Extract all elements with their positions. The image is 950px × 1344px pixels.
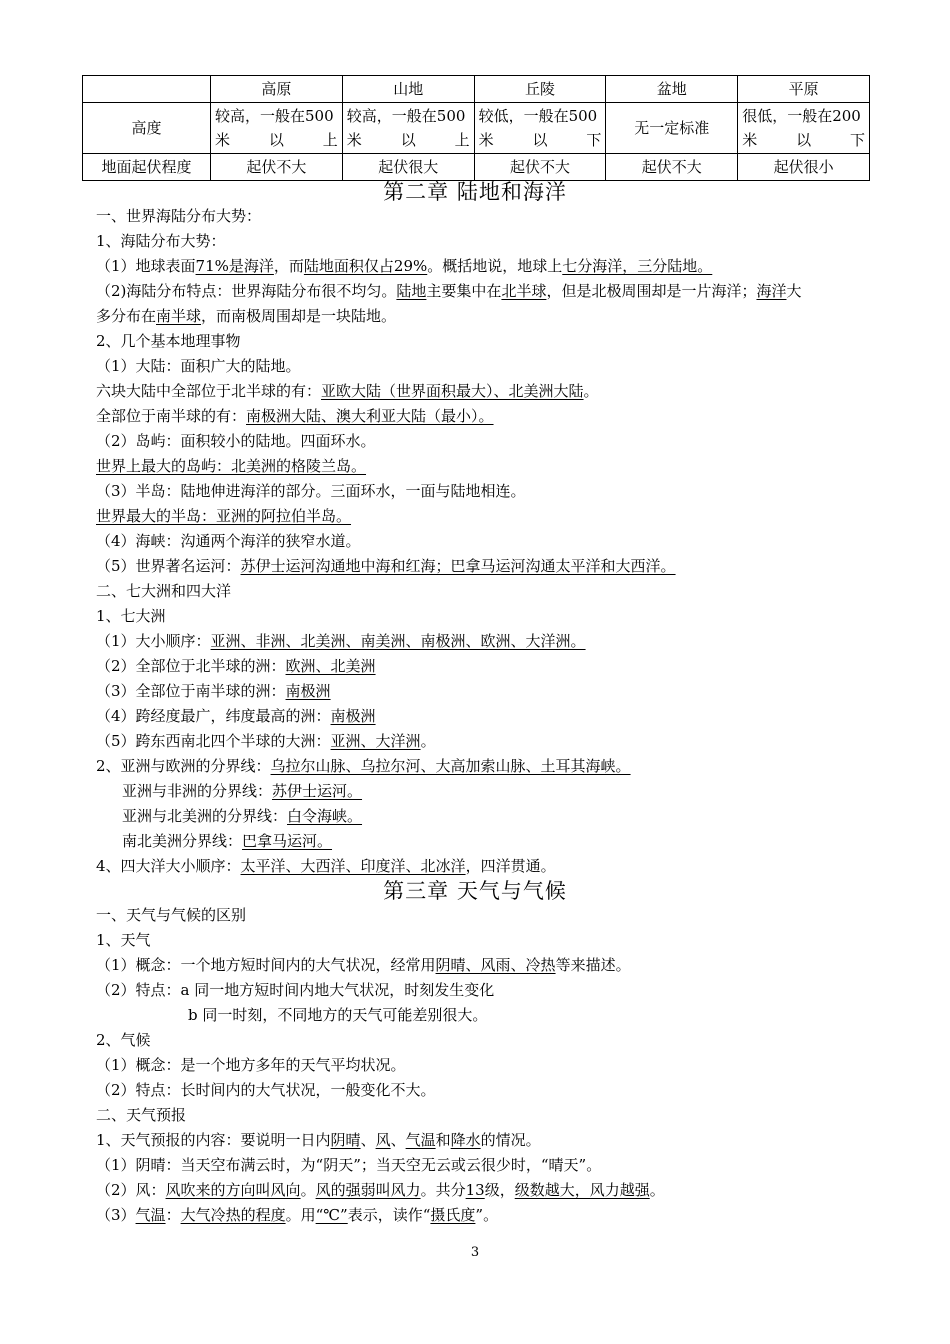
text-segment: 1、天气预报的内容：要说明一日内	[96, 1131, 331, 1149]
text-line	[96, 654, 876, 679]
table-header: 盆地	[606, 76, 738, 103]
text-segment: （2)海陆分布特点：世界海陆分布很不均匀。	[96, 282, 397, 300]
text-line	[96, 1103, 876, 1128]
landform-table	[82, 75, 870, 181]
text-line	[96, 1053, 876, 1078]
underlined-text: 海洋	[756, 282, 787, 300]
table-cell: 起伏很小	[738, 154, 870, 181]
text-segment: 。概括地说，地球上	[427, 257, 563, 275]
text-segment: 级，	[484, 1181, 515, 1199]
text-segment: 大	[786, 282, 802, 300]
text-segment: 多分布在	[96, 307, 157, 325]
underlined-text: “℃”	[315, 1206, 348, 1224]
underlined-text: 白令海峡。	[287, 807, 363, 825]
chapter2-title: 第二章 陆地和海洋	[383, 180, 567, 204]
text-segment: 。	[420, 732, 436, 750]
text-line	[96, 304, 876, 329]
underlined-text: 风的强弱叫风力	[315, 1181, 421, 1199]
underlined-text: 南极洲	[285, 682, 331, 700]
text-segment: 2、几个基本地理事物	[96, 332, 241, 350]
table-header: 高原	[211, 76, 343, 103]
text-segment: 。共分	[420, 1181, 466, 1199]
underlined-text: 阴晴	[330, 1131, 361, 1149]
underlined-text: 风吹来的方向叫风向	[165, 1181, 301, 1199]
text-segment: 二、天气预报	[96, 1106, 187, 1124]
text-segment: （4）跨经度最广，纬度最高的洲：	[96, 707, 331, 725]
underlined-text: 南极洲	[330, 707, 376, 725]
text-segment: （1）地球表面	[96, 257, 196, 275]
underlined-text: 陆地	[396, 282, 427, 300]
text-segment: 1、七大洲	[96, 607, 166, 625]
table-cell: 较高，一般在500米以上	[342, 103, 474, 154]
row-label-height: 高度	[83, 103, 211, 154]
underlined-text: 巴拿马运河。	[242, 832, 333, 850]
text-line	[96, 254, 876, 279]
row-label-relief: 地面起伏程度	[83, 154, 211, 181]
text-line	[96, 279, 876, 304]
text-line	[96, 754, 876, 779]
text-line	[96, 1178, 876, 1203]
table-cell: 无一定标准	[606, 103, 738, 154]
text-line	[96, 604, 876, 629]
text-line	[96, 1203, 876, 1228]
table-header: 平原	[738, 76, 870, 103]
text-segment: 的情况。	[480, 1131, 541, 1149]
text-line	[96, 629, 876, 654]
text-segment: （1）概念：是一个地方多年的天气平均状况。	[96, 1056, 406, 1074]
text-segment: 、	[360, 1131, 376, 1149]
text-line	[96, 204, 876, 229]
text-line	[96, 704, 876, 729]
underlined-text: 71%是海洋	[195, 257, 274, 275]
underlined-text: 风	[375, 1131, 391, 1149]
text-line	[96, 229, 876, 254]
table-cell: 起伏不大	[474, 154, 606, 181]
text-segment: 南北美洲分界线：	[122, 832, 243, 850]
underlined-text: 亚欧大陆（世界面积最大）、北美洲大陆	[321, 382, 584, 400]
text-segment: 2、气候	[96, 1031, 151, 1049]
chapter3-title: 第三章 天气与气候	[383, 879, 567, 903]
table-cell: 较高，一般在500米以上	[211, 103, 343, 154]
text-segment: ”。	[475, 1206, 499, 1224]
text-segment: 表示，读作“	[347, 1206, 431, 1224]
underlined-text: 气温	[405, 1131, 436, 1149]
underlined-text: 南半球	[156, 307, 202, 325]
underlined-text: 大气冷热的程度	[180, 1206, 286, 1224]
underlined-text: 降水	[450, 1131, 481, 1149]
text-line	[96, 504, 876, 529]
text-line	[96, 978, 876, 1003]
table-header-row	[83, 76, 870, 103]
text-segment: 全部位于南半球的有：	[96, 407, 247, 425]
text-line	[96, 529, 876, 554]
text-line	[96, 454, 876, 479]
table-header: 山地	[342, 76, 474, 103]
underlined-text: 太平洋、大西洋、印度洋、北冰洋	[240, 857, 466, 875]
text-segment: 。	[649, 1181, 665, 1199]
text-line	[96, 404, 876, 429]
text-segment: 和	[435, 1131, 451, 1149]
text-segment: ，四洋贯通。	[465, 857, 556, 875]
text-line	[96, 479, 876, 504]
text-segment: 4、四大洋大小顺序：	[96, 857, 241, 875]
text-line	[96, 779, 876, 804]
text-line	[96, 1153, 876, 1178]
table-cell: 起伏不大	[211, 154, 343, 181]
text-segment: 二、七大洲和四大洋	[96, 582, 232, 600]
text-segment: 1、天气	[96, 931, 151, 949]
text-segment: （2）风：	[96, 1181, 166, 1199]
text-segment: 。	[300, 1181, 316, 1199]
underlined-text: 亚洲、非洲、北美洲、南美洲、南极洲、欧洲、大洋洲。	[210, 632, 586, 650]
underlined-text: 气温	[135, 1206, 166, 1224]
text-segment: ：	[165, 1206, 181, 1224]
underlined-text: 13	[465, 1181, 485, 1199]
text-segment: ，但是北极周围却是一片海洋；	[546, 282, 757, 300]
text-segment: （2）全部位于北半球的洲：	[96, 657, 286, 675]
text-line	[96, 579, 876, 604]
underlined-text: 亚洲、大洋洲	[330, 732, 421, 750]
text-segment: （1）阴晴：当天空布满云时，为“阴天”；当天空无云或云很少时，“晴天”。	[96, 1156, 602, 1174]
text-line	[96, 804, 876, 829]
text-segment: 。	[583, 382, 599, 400]
text-line	[96, 354, 876, 379]
text-line	[96, 903, 876, 928]
text-segment: （2）岛屿：面积较小的陆地。四面环水。	[96, 432, 376, 450]
underlined-text: 陆地面积仅占29%	[303, 257, 428, 275]
text-line	[96, 829, 876, 854]
text-line	[96, 953, 876, 978]
underlined-text: 摄氏度	[430, 1206, 476, 1224]
text-segment: （3）半岛：陆地伸进海洋的部分。三面环水，一面与陆地相连。	[96, 482, 526, 500]
text-segment: （1）大陆：面积广大的陆地。	[96, 357, 301, 375]
table-cell	[83, 76, 211, 103]
text-segment: （5）跨东西南北四个半球的大洲：	[96, 732, 331, 750]
text-segment: 。用	[285, 1206, 316, 1224]
text-segment: 2、亚洲与欧洲的分界线：	[96, 757, 271, 775]
text-segment: （3）全部位于南半球的洲：	[96, 682, 286, 700]
text-segment: （5）世界著名运河：	[96, 557, 241, 575]
text-segment: （3）	[96, 1206, 136, 1224]
text-segment: b 同一时刻，不同地方的天气可能差别很大。	[188, 1006, 488, 1024]
underlined-text: 世界上最大的岛屿：北美洲的格陵兰岛。	[96, 457, 367, 475]
text-line	[96, 379, 876, 404]
chapter2-body	[96, 204, 876, 879]
text-segment: （2）特点：a 同一地方短时间内地大气状况，时刻发生变化	[96, 981, 495, 999]
underlined-text: 北半球	[501, 282, 547, 300]
text-segment: 亚洲与北美洲的分界线：	[122, 807, 288, 825]
underlined-text: 欧洲、北美洲	[285, 657, 376, 675]
table-header: 丘陵	[474, 76, 606, 103]
text-segment: 一、天气与气候的区别	[96, 906, 247, 924]
underlined-text: 级数越大，风力越强	[514, 1181, 650, 1199]
text-segment: 1、海陆分布大势：	[96, 232, 226, 250]
table-cell: 起伏不大	[606, 154, 738, 181]
text-line	[96, 1028, 876, 1053]
table-row	[83, 103, 870, 154]
text-segment: 六块大陆中全部位于北半球的有：	[96, 382, 322, 400]
table-cell: 起伏很大	[342, 154, 474, 181]
text-line	[96, 329, 876, 354]
text-segment: 亚洲与非洲的分界线：	[122, 782, 273, 800]
text-segment: ，而南极周围却是一块陆地。	[201, 307, 397, 325]
text-line	[96, 928, 876, 953]
text-line	[96, 729, 876, 754]
text-segment: ，而	[273, 257, 304, 275]
underlined-text: 阴晴、风雨、冷热	[435, 956, 556, 974]
text-line	[96, 429, 876, 454]
underlined-text: 苏伊士运河沟通地中海和红海；巴拿马运河沟通太平洋和大西洋。	[240, 557, 676, 575]
page-number: 3	[470, 1245, 480, 1260]
text-line	[96, 1003, 876, 1028]
underlined-text: 世界最大的半岛：亚洲的阿拉伯半岛。	[96, 507, 352, 525]
table-cell: 很低，一般在200米以下	[738, 103, 870, 154]
chapter3-body	[96, 903, 876, 1228]
text-segment: （4）海峡：沟通两个海洋的狭窄水道。	[96, 532, 361, 550]
text-segment: 、	[390, 1131, 406, 1149]
text-line	[96, 1078, 876, 1103]
text-segment: 主要集中在	[426, 282, 502, 300]
text-segment: （1）概念：一个地方短时间内的大气状况，经常用	[96, 956, 436, 974]
underlined-text: 南极洲大陆、澳大利亚大陆（最小）。	[246, 407, 494, 425]
text-line	[96, 554, 876, 579]
underlined-text: 七分海洋，三分陆地。	[562, 257, 713, 275]
table-cell: 较低，一般在500米以下	[474, 103, 606, 154]
text-segment: （1）大小顺序：	[96, 632, 211, 650]
text-segment: （2）特点：长时间内的大气状况，一般变化不大。	[96, 1081, 436, 1099]
underlined-text: 乌拉尔山脉、乌拉尔河、大高加索山脉、土耳其海峡。	[270, 757, 631, 775]
text-line	[96, 1128, 876, 1153]
text-segment: 等来描述。	[555, 956, 631, 974]
text-segment: 一、世界海陆分布大势：	[96, 207, 262, 225]
text-line	[96, 679, 876, 704]
underlined-text: 苏伊士运河。	[272, 782, 363, 800]
